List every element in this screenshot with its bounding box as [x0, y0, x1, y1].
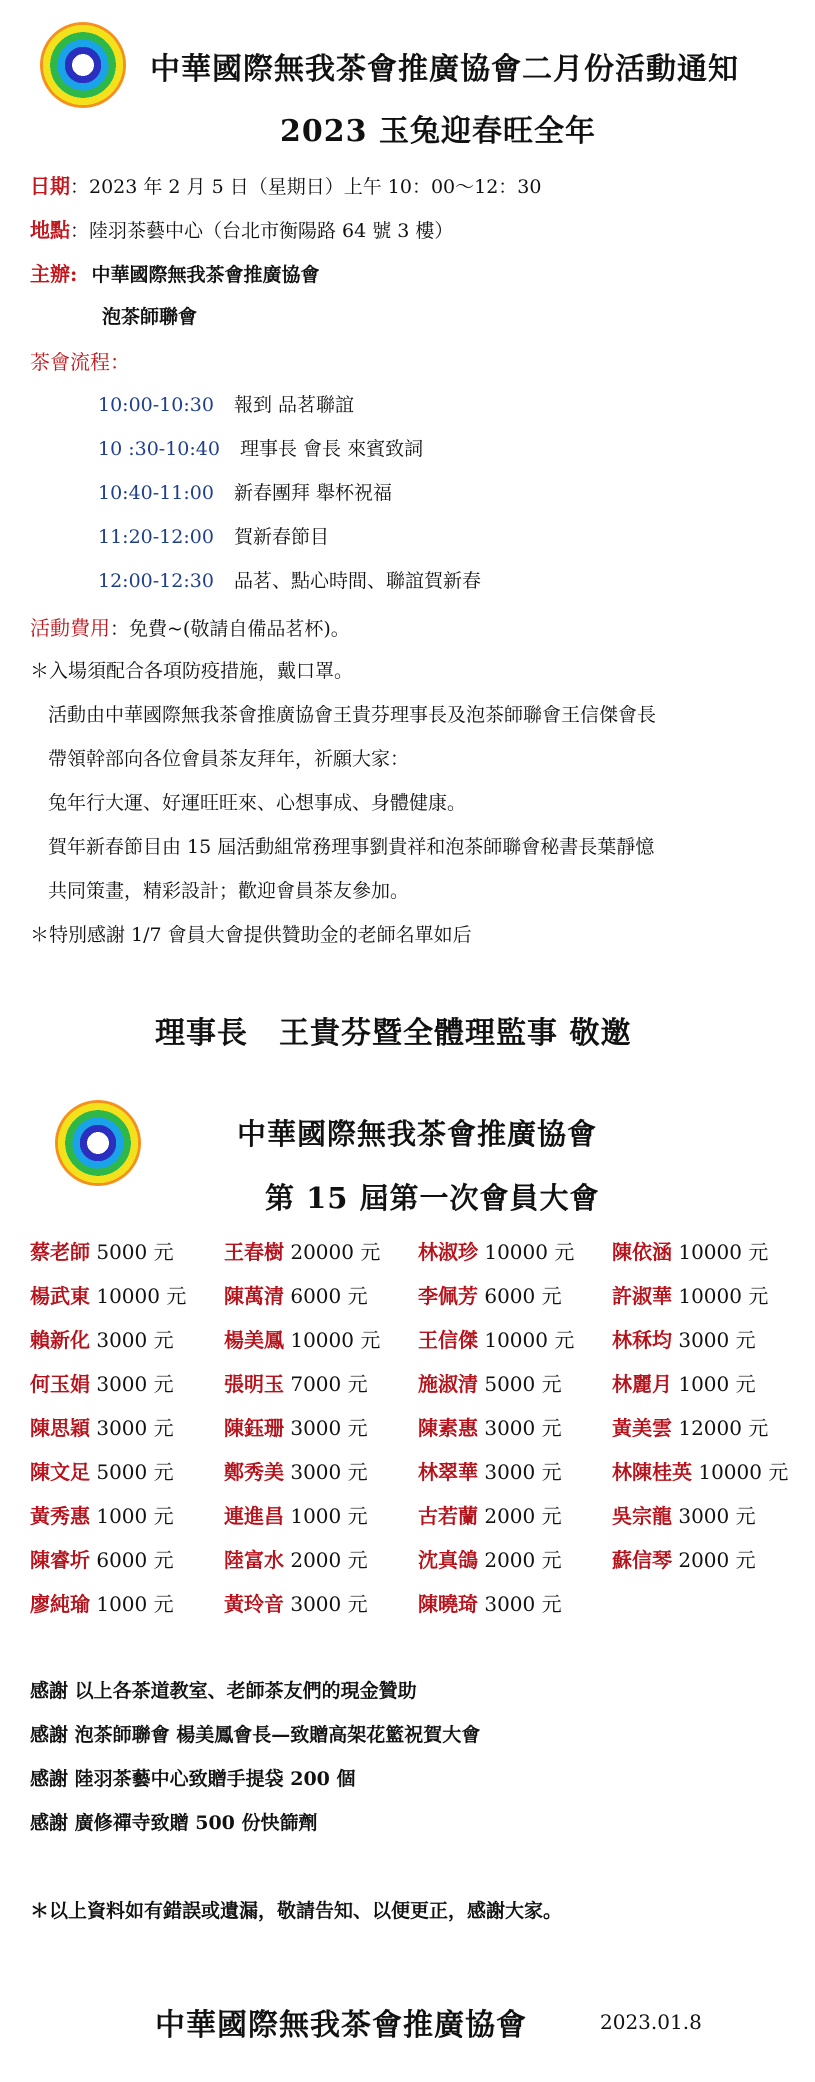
donor-amount: 3000 元	[478, 1592, 562, 1616]
donor-amount: 10000 元	[478, 1240, 575, 1264]
schedule-time: 10:40-11:00	[98, 482, 214, 504]
donor-name: 陳素惠	[418, 1416, 478, 1440]
donor-amount: 5000 元	[478, 1372, 562, 1396]
donor-name: 何玉娟	[30, 1372, 90, 1396]
donor-name: 陳鈺珊	[224, 1416, 284, 1440]
schedule-time: 11:20-12:00	[98, 526, 214, 548]
donor-name: 沈真鴿	[418, 1548, 478, 1572]
note-paragraph-1: 活動由中華國際無我茶會推廣協會王貴芬理事長及泡茶師聯會王信傑會長	[48, 704, 657, 726]
donor-name: 黃美雲	[612, 1416, 672, 1440]
donor-entry	[30, 1368, 174, 1397]
donor-name: 林陳桂英	[612, 1460, 692, 1484]
donor-entry	[418, 1324, 574, 1353]
donor-amount: 12000 元	[672, 1416, 769, 1440]
donor-name: 陳思穎	[30, 1416, 90, 1440]
invitation-line: 理事長 王貴芬暨全體理監事 敬邀	[155, 1016, 632, 1051]
donor-amount: 2000 元	[284, 1548, 368, 1572]
donor-amount: 3000 元	[90, 1416, 174, 1440]
donor-entry	[224, 1588, 368, 1617]
donor-amount: 6000 元	[478, 1284, 562, 1308]
donor-amount: 10000 元	[90, 1284, 187, 1308]
donor-name: 陸富水	[224, 1548, 284, 1572]
donor-entry	[30, 1280, 186, 1309]
host-label: 主辦:	[30, 262, 78, 286]
donor-entry	[418, 1280, 562, 1309]
page-title: 中華國際無我茶會推廣協會二月份活動通知	[150, 52, 739, 87]
donor-entry	[30, 1500, 174, 1529]
donor-amount: 2000 元	[672, 1548, 756, 1572]
place-label: 地點	[30, 218, 70, 242]
donor-entry	[418, 1412, 562, 1441]
donor-name: 吳宗龍	[612, 1504, 672, 1528]
schedule-time: 12:00-12:30	[98, 570, 214, 592]
donor-name: 陳依涵	[612, 1240, 672, 1264]
schedule-row	[98, 434, 423, 461]
donor-name: 林翠華	[418, 1460, 478, 1484]
date-line	[30, 170, 541, 199]
donor-amount: 5000 元	[90, 1460, 174, 1484]
donor-entry	[30, 1236, 174, 1265]
thanks-line-2: 感謝 泡茶師聯會 楊美鳳會長—致贈高架花籃祝賀大會	[30, 1724, 481, 1746]
donor-name: 廖純瑜	[30, 1592, 90, 1616]
donor-entry	[224, 1280, 368, 1309]
schedule-row	[98, 566, 481, 593]
donor-amount: 3000 元	[284, 1460, 368, 1484]
donor-entry	[612, 1324, 756, 1353]
schedule-item: 報到 品茗聯誼	[233, 394, 354, 416]
donor-entry	[612, 1456, 788, 1485]
donor-entry	[612, 1280, 768, 1309]
donor-name: 賴新化	[30, 1328, 90, 1352]
donor-name: 李佩芳	[418, 1284, 478, 1308]
donor-amount: 6000 元	[90, 1548, 174, 1572]
donor-name: 林麗月	[612, 1372, 672, 1396]
host-value-2: 泡茶師聯會	[102, 306, 198, 328]
donor-amount: 7000 元	[284, 1372, 368, 1396]
donor-amount: 3000 元	[478, 1416, 562, 1440]
donor-amount: 10000 元	[672, 1240, 769, 1264]
note-thanks-sponsors: ＊特別感謝 1/7 會員大會提供贊助金的老師名單如后	[30, 924, 472, 946]
donor-amount: 10000 元	[692, 1460, 789, 1484]
date-label: 日期	[30, 174, 70, 198]
donor-name: 蘇信琴	[612, 1548, 672, 1572]
donor-name: 陳文足	[30, 1460, 90, 1484]
donor-entry	[418, 1368, 562, 1397]
donor-name: 許淑華	[612, 1284, 672, 1308]
donor-entry	[612, 1412, 768, 1441]
donor-name: 林秝均	[612, 1328, 672, 1352]
donor-entry	[30, 1412, 174, 1441]
note-paragraph-3: 兔年行大運、好運旺旺來、心想事成、身體健康。	[48, 792, 467, 814]
donor-amount: 2000 元	[478, 1548, 562, 1572]
footer-org: 中華國際無我茶會推廣協會	[155, 2008, 527, 2043]
donor-entry	[30, 1456, 174, 1485]
donor-amount: 5000 元	[90, 1240, 174, 1264]
schedule-item: 賀新春節目	[233, 526, 329, 548]
donor-entry	[224, 1412, 368, 1441]
schedule-row	[98, 522, 329, 549]
donor-entry	[224, 1324, 380, 1353]
donor-amount: 3000 元	[672, 1328, 756, 1352]
donor-entry	[30, 1544, 174, 1573]
footer-date: 2023.01.8	[600, 2010, 702, 2034]
donor-name: 鄭秀美	[224, 1460, 284, 1484]
schedule-time: 10 :30-10:40	[98, 438, 220, 460]
schedule-item: 品茗、點心時間、聯誼賀新春	[233, 570, 481, 592]
donor-entry	[30, 1588, 174, 1617]
thanks-line-4: 感謝 廣修禪寺致贈 500 份快篩劑	[30, 1812, 318, 1834]
donor-name: 陳睿圻	[30, 1548, 90, 1572]
donor-amount: 3000 元	[478, 1460, 562, 1484]
donor-entry	[224, 1544, 368, 1573]
donor-entry	[418, 1456, 562, 1485]
donor-name: 王春樹	[224, 1240, 284, 1264]
donor-amount: 1000 元	[90, 1504, 174, 1528]
donor-amount: 3000 元	[672, 1504, 756, 1528]
donor-entry	[612, 1500, 756, 1529]
fee-value: ：免費~(敬請自備品茗杯)。	[110, 618, 350, 640]
donor-amount: 10000 元	[478, 1328, 575, 1352]
donor-entry	[612, 1368, 756, 1397]
donor-entry	[224, 1368, 368, 1397]
donor-amount: 1000 元	[90, 1592, 174, 1616]
donor-name: 張明玉	[224, 1372, 284, 1396]
rainbow-logo-icon	[55, 1100, 141, 1186]
note-paragraph-4: 賀年新春節目由 15 屆活動組常務理事劉貴祥和泡茶師聯會秘書長葉靜憶	[48, 836, 655, 858]
note-mask: ＊入場須配合各項防疫措施，戴口罩。	[30, 660, 354, 682]
donor-amount: 2000 元	[478, 1504, 562, 1528]
donor-name: 楊美鳳	[224, 1328, 284, 1352]
section-org-title: 中華國際無我茶會推廣協會	[237, 1117, 598, 1151]
donor-amount: 3000 元	[90, 1372, 174, 1396]
page-subtitle: 2023 玉兔迎春旺全年	[280, 114, 596, 149]
donor-amount: 6000 元	[284, 1284, 368, 1308]
donor-amount: 3000 元	[284, 1592, 368, 1616]
schedule-item: 新春團拜 舉杯祝福	[233, 482, 392, 504]
schedule-row	[98, 390, 354, 417]
donor-entry	[418, 1500, 562, 1529]
donor-name: 古若蘭	[418, 1504, 478, 1528]
fee-line	[30, 612, 350, 641]
donor-entry	[224, 1456, 368, 1485]
thanks-line-1: 感謝 以上各茶道教室、老師茶友們的現金贊助	[30, 1680, 417, 1702]
donor-entry	[612, 1544, 756, 1573]
host-line	[30, 258, 319, 287]
section-meeting-title: 第 15 屆第一次會員大會	[265, 1181, 600, 1215]
donor-name: 黃玲音	[224, 1592, 284, 1616]
donor-amount: 10000 元	[284, 1328, 381, 1352]
donor-entry	[612, 1236, 768, 1265]
donor-entry	[224, 1236, 380, 1265]
donor-entry	[418, 1588, 562, 1617]
donor-amount: 10000 元	[672, 1284, 769, 1308]
donor-name: 楊武東	[30, 1284, 90, 1308]
rainbow-logo-icon	[40, 22, 126, 108]
donor-name: 黃秀惠	[30, 1504, 90, 1528]
donor-name: 蔡老師	[30, 1240, 90, 1264]
thanks-line-3: 感謝 陸羽茶藝中心致贈手提袋 200 個	[30, 1768, 356, 1790]
host-value-1: 中華國際無我茶會推廣協會	[91, 264, 320, 286]
donor-entry	[418, 1236, 574, 1265]
place-line	[30, 214, 453, 243]
note-paragraph-2: 帶領幹部向各位會員茶友拜年，祈願大家：	[48, 748, 410, 770]
donor-entry	[224, 1500, 368, 1529]
fee-label: 活動費用	[30, 616, 110, 640]
donor-name: 陳曉琦	[418, 1592, 478, 1616]
donor-amount: 3000 元	[284, 1416, 368, 1440]
schedule-time: 10:00-10:30	[98, 394, 214, 416]
donor-amount: 1000 元	[284, 1504, 368, 1528]
donor-name: 林淑珍	[418, 1240, 478, 1264]
donor-entry	[418, 1544, 562, 1573]
place-value: ：陸羽茶藝中心（台北市衡陽路 64 號 3 樓）	[70, 220, 454, 242]
correction-note: ＊以上資料如有錯誤或遺漏，敬請告知、以便更正，感謝大家。	[30, 1900, 563, 1922]
flow-label: 茶會流程：	[30, 350, 130, 374]
donor-amount: 20000 元	[284, 1240, 381, 1264]
note-paragraph-5: 共同策畫，精彩設計；歡迎會員茶友參加。	[48, 880, 410, 902]
donor-name: 連進昌	[224, 1504, 284, 1528]
donor-name: 王信傑	[418, 1328, 478, 1352]
donor-amount: 1000 元	[672, 1372, 756, 1396]
schedule-row	[98, 478, 392, 505]
donor-entry	[30, 1324, 174, 1353]
date-value: ：2023 年 2 月 5 日（星期日）上午 10：00～12：30	[70, 176, 542, 198]
schedule-item: 理事長 會長 來賓致詞	[239, 438, 424, 460]
donor-name: 陳萬清	[224, 1284, 284, 1308]
donor-amount: 3000 元	[90, 1328, 174, 1352]
donor-name: 施淑清	[418, 1372, 478, 1396]
